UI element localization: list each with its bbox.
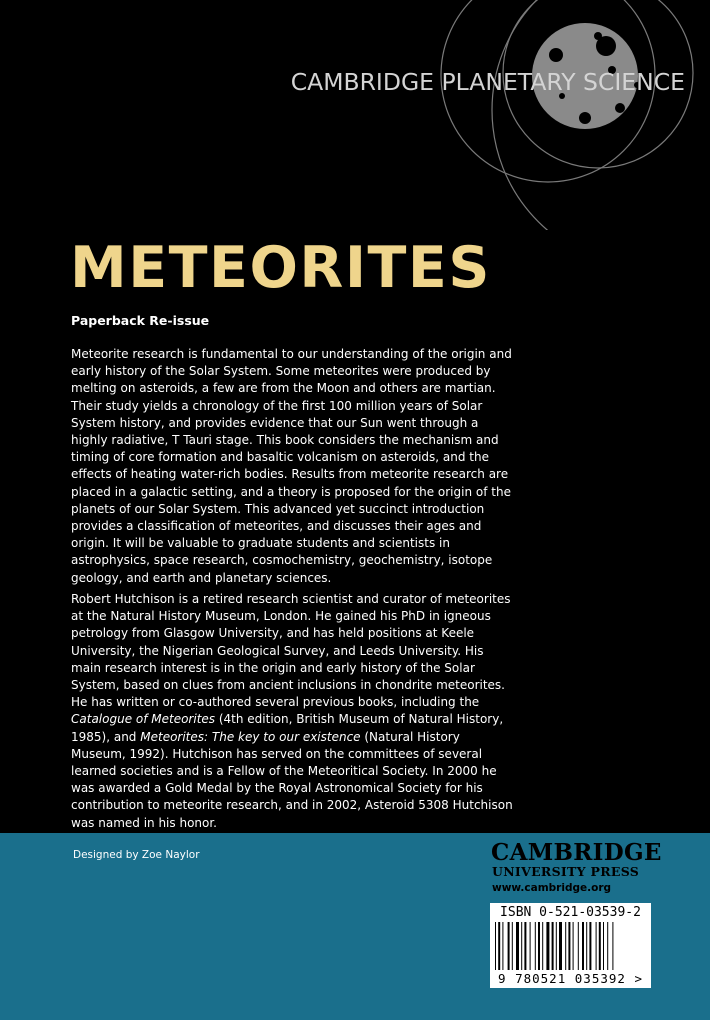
barcode-bar (578, 922, 579, 970)
barcode-bar (599, 922, 601, 970)
barcode-bar (556, 922, 557, 970)
publisher-subname: UNIVERSITY PRESS (492, 864, 640, 879)
barcode-bar (607, 922, 608, 970)
footer-band (0, 833, 710, 1020)
barcode-bar (508, 922, 510, 970)
barcode-bar (498, 922, 500, 970)
bio-book-1: Catalogue of Meteorites (71, 712, 216, 727)
bio-text-1: Robert Hutchison is a retired research scientist and curator of meteorites at the Natural History Museum, London. He gained his PhD in igneous petrology from Glasgow University, and has held positions at Keele University, the Nigerian Geological Survey, and Leeds University. His main research interest is in the origin and early history of the Solar System, based on clues from ancient inclusions in chondrite meteorites. He has written or co-authored several previous books, including the (71, 592, 511, 710)
barcode-bar (568, 922, 570, 970)
barcode-bar (559, 922, 562, 970)
orbit-decoration (0, 0, 710, 230)
book-title: METEORITES (70, 235, 491, 301)
barcode-bar (538, 922, 540, 970)
barcode-icon (495, 922, 646, 970)
barcode-bar (582, 922, 584, 970)
barcode-bar (603, 922, 604, 970)
barcode-bar (565, 922, 566, 970)
barcode-bar (512, 922, 513, 970)
barcode-bar (535, 922, 536, 970)
publisher-name: CAMBRIDGE (491, 839, 662, 866)
barcode-bar (502, 922, 503, 970)
barcode-bar (552, 922, 554, 970)
author-bio (71, 591, 513, 832)
isbn-label: ISBN 0-521-03539-2 (500, 905, 641, 920)
designer-credit: Designed by Zoe Naylor (73, 849, 200, 861)
barcode-bar (589, 922, 591, 970)
bio-book-2: Meteorites: The key to our existence (140, 729, 361, 744)
barcode-bar (495, 922, 496, 970)
barcode-bar (530, 922, 531, 970)
barcode-bar (596, 922, 597, 970)
bio-text-3: (Natural History Museum, 1992). Hutchison has served on the committees of several learned societies and is a Fellow of the Meteoritical Society. In 2000 he was awarded a Gold Medal by the Royal Astronomical Society for his contribution to meteorite research, and in 2002, Asteroid 5308 Hutchison was named in his honor. (71, 729, 513, 830)
edition-note: Paperback Re-issue (71, 313, 210, 328)
barcode-panel (490, 903, 651, 988)
barcode-bar (542, 922, 543, 970)
bio-text-2: (4th edition, British Museum of Natural History, 1985), and (71, 712, 504, 744)
barcode-bar (521, 922, 522, 970)
publisher-website[interactable]: www.cambridge.org (492, 882, 612, 894)
barcode-bar (546, 922, 549, 970)
series-name: CAMBRIDGE PLANETARY SCIENCE (290, 68, 685, 96)
barcode-bar (573, 922, 574, 970)
barcode-bar (516, 922, 519, 970)
barcode-digits: 9 780521 035392 > (498, 971, 643, 986)
barcode-bar (524, 922, 526, 970)
book-description: Meteorite research is fundamental to our understanding of the origin and early history of the Solar System. Some meteorites were produced by melting on asteroids, a few are from the Moon and others are martian. Their study yields a chronology of the first 100 million years of Solar System history, and provides evidence that our Sun went through a highly radiative, T Tauri stage. This book considers the mechanism and timing of core formation and basaltic volcanism on asteroids, and the effects of heating water-rich bodies. Results from meteorite research are placed in a galactic setting, and a theory is proposed for the origin of the planets of our Solar System. This advanced yet succinct introduction provides a classification of meteorites, and discusses their ages and origin. It will be valuable to graduate students and scientists in astrophysics, space research, cosmochemistry, geochemistry, isotope geology, and earth and planetary sciences. (71, 347, 512, 585)
barcode-bar (612, 922, 613, 970)
barcode-bar (586, 922, 587, 970)
